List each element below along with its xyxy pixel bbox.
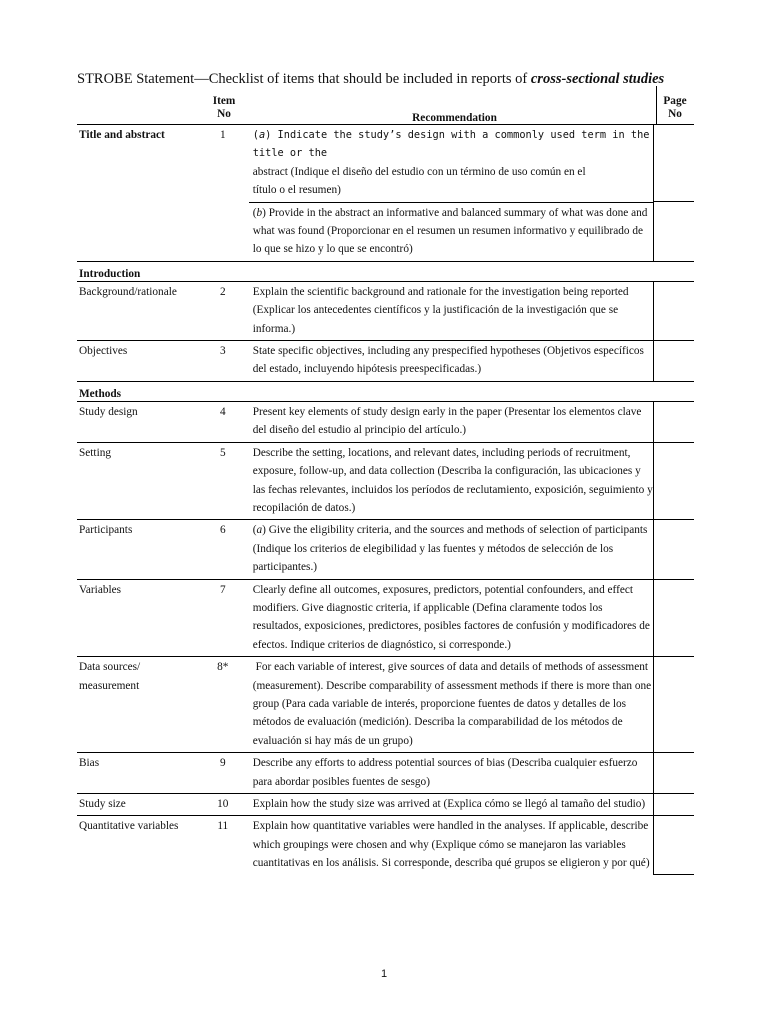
page-no-cell — [653, 442, 694, 520]
row-recommendation: Describe any efforts to address potential sources of bias (Describa cualquier esfuerzo para abordar posibles fuentes de sesgo) — [252, 757, 638, 788]
rec-text: Indicate the study’s design with a commonly used term in the title or the — [252, 129, 650, 160]
row-recommendation: Explain how the study size was arrived at (Explica cómo se llegó al tamaño del studio) — [252, 798, 646, 810]
row-recommendation: Present key elements of study design early in the paper (Presentar los elementos clave del diseño del estudio al principio del artículo.) — [252, 405, 642, 437]
table-header — [77, 90, 694, 124]
header-recommendation: Recommendation — [412, 112, 497, 124]
row-item-no: 8* — [217, 661, 229, 674]
page-no-cell — [653, 752, 694, 793]
rec-label: a — [256, 524, 263, 537]
row-recommendation-b: (b) Provide in the abstract an informative and balanced summary of what was done and what was found (Proporcionar en el resumen un resumen informativo y equilibrado de lo que se hizo y lo que se encontró) — [249, 202, 653, 261]
table-row-background — [77, 281, 694, 340]
row-item-no: 10 — [217, 798, 229, 810]
table-row-study-size — [77, 793, 694, 815]
rec-text: Provide in the abstract an informative and balanced summary of what was done and what was found (Proporcionar en el resumen un resumen informativo y equilibrado de lo que se hizo y lo que se encontró) — [252, 206, 648, 256]
section-heading-methods: Methods — [79, 387, 122, 400]
row-recommendation-a — [249, 125, 653, 202]
page-no-cell — [653, 401, 694, 442]
page-no-cell — [653, 281, 694, 340]
page-no-cell — [653, 124, 694, 202]
rec-line: abstract (Indique el diseño del estudio con un término de uso común en el — [252, 165, 586, 178]
title-text: STROBE Statement—Checklist of items that should be included in reports of — [77, 71, 531, 87]
row-section: Objectives — [79, 345, 128, 358]
table-row-study-design — [77, 401, 694, 442]
row-section: Study size — [79, 798, 126, 810]
rec-label: a — [258, 129, 266, 141]
row-section: Background/rationale — [79, 285, 177, 298]
row-section: Setting — [79, 446, 112, 459]
row-item-no: 1 — [219, 129, 226, 141]
row-item-no: 5 — [219, 446, 226, 459]
row-item-no: 2 — [219, 285, 226, 298]
row-item-no: 4 — [219, 405, 226, 418]
row-section: Title and abstract — [79, 129, 165, 141]
header-page-no-label: No — [668, 108, 682, 120]
row-recommendation: (a) Give the eligibility criteria, and the sources and methods of selection of participants (Indique los criterios de elegibilidad y las fuentes y métodos de selección de los participantes.) — [252, 524, 648, 574]
row-recommendation: Explain the scientific background and rationale for the investigation being reported (Explicar los antecedentes científicos y la justificación de la investigación que se informa.) — [252, 285, 629, 335]
header-item-label: Item — [212, 95, 236, 107]
table-row-data-sources — [77, 656, 694, 752]
table-row-quantitative — [77, 815, 694, 874]
row-recommendation: Explain how quantitative variables were handled in the analyses. If applicable, describe which groupings were chosen and why (Explique cómo se manejaron las variables cuantitativas en los análisis. Si corresponde, describa qué grupos se eligieron y por qué) — [252, 820, 650, 870]
table-row-objectives — [77, 340, 694, 381]
row-item-no: 9 — [219, 757, 226, 770]
row-item-no: 7 — [219, 583, 226, 596]
row-recommendation: State specific objectives, including any prespecified hypotheses (Objetivos específicos del estado, incluyendo hipótesis preespecificadas.) — [252, 345, 644, 376]
row-section: Study design — [79, 405, 138, 418]
table-row-variables — [77, 579, 694, 657]
table-row-title-abstract — [77, 124, 694, 202]
page-number: 1 — [380, 968, 388, 980]
title-emphasis: cross-sectional studies — [530, 71, 665, 87]
row-recommendation: Describe the setting, locations, and relevant dates, including periods of recruitment, exposure, follow-up, and data collection (Describa la configuración, las ubicaciones y las fechas relevantes, incluidos los períodos de reclutamiento, exposición, seguimiento y recopilación de datos.) — [252, 446, 653, 514]
table-row-participants — [77, 519, 694, 578]
row-item-no: 6 — [219, 524, 226, 537]
row-recommendation: Clearly define all outcomes, exposures, predictors, potential confounders, and effect modifiers. Give diagnostic criteria, if applicable (Defina claramente todos los resultados, exposiciones, predictores, posibles factores de confusión y modificadores de efectos. Indique criterios de diagnóstico, si corresponde.) — [252, 583, 650, 651]
header-page-label: Page — [663, 95, 687, 107]
header-page-no — [656, 95, 694, 121]
row-section — [77, 657, 197, 752]
page-no-cell — [653, 815, 694, 874]
rec-text: Give the eligibility criteria, and the sources and methods of selection of participants (Indique los criterios de elegibilidad y las fuentes y métodos de selección de los participantes.) — [252, 524, 648, 574]
row-section-line: Data sources/ — [79, 661, 141, 674]
row-section: Variables — [79, 583, 122, 596]
header-no-label: No — [217, 108, 231, 120]
row-recommendation: For each variable of interest, give sources of data and details of methods of assessment (measurement). Describe comparability of assessment methods if there is more than one group (Para cada variable de interés, proporcione fuentes de datos y detalles de los métodos de evaluación (medición). Describa la comparabilidad de los métodos de evaluación si hay más de un grupo) — [252, 661, 654, 747]
row-section-line: measurement — [79, 679, 140, 692]
page-no-cell — [653, 340, 694, 381]
row-section: Bias — [79, 757, 100, 770]
row-section-empty — [77, 202, 197, 261]
document-title — [77, 70, 717, 88]
rec-label: b — [256, 206, 263, 219]
table-row-title-abstract-b — [77, 202, 694, 261]
table-row-bias — [77, 752, 694, 793]
page-no-cell — [653, 793, 694, 815]
section-heading-introduction: Introduction — [79, 267, 141, 280]
table-row-setting — [77, 442, 694, 520]
row-item-no: 3 — [219, 345, 226, 358]
row-section: Participants — [79, 524, 133, 537]
page-no-cell — [653, 656, 694, 752]
page-no-cell — [653, 201, 694, 261]
header-item-no — [199, 95, 249, 121]
rec-line: (a) Indicate the study’s design with a commonly used term in the title or the — [252, 129, 650, 160]
row-item-no: 11 — [217, 820, 229, 833]
checklist-table — [77, 90, 694, 875]
row-section: Quantitative variables — [79, 820, 179, 833]
page-no-cell — [653, 519, 694, 578]
row-item-no-empty — [197, 202, 249, 261]
rec-line: título o el resumen) — [252, 184, 341, 197]
page-no-cell — [653, 579, 694, 657]
